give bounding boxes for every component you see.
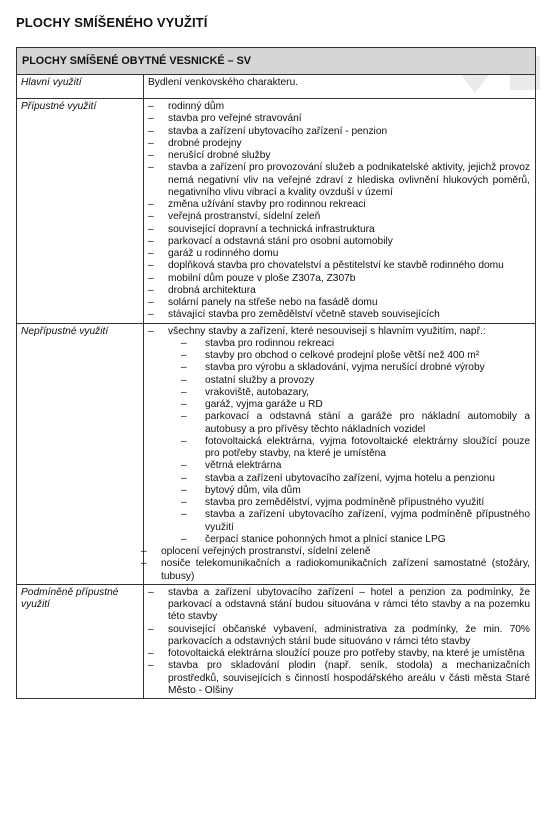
- row-content-forbidden: [144, 323, 536, 584]
- permitted-list: [148, 101, 530, 322]
- row-content-permitted: [144, 99, 536, 324]
- row-main-use: [17, 75, 536, 99]
- list-item: – nosiče telekomunikačních a radiokomunikačních zařízení samostatné (stožáry, tubusy): [141, 558, 530, 583]
- forbidden-extra-list: [141, 546, 530, 583]
- list-item: – solární panely na střeše nebo na fasádě domu: [148, 297, 530, 309]
- list-item: – čerpací stanice pohonných hmot a plnící stanice LPG: [181, 534, 530, 546]
- list-item: [148, 326, 530, 547]
- list-item: – bytový dům, vila dům: [181, 485, 530, 497]
- list-item: – související dopravní a technická infrastruktura: [148, 224, 530, 236]
- list-item: – větrná elektrárna: [181, 460, 530, 472]
- list-item: – oplocení veřejných prostranství, sídelní zeleně: [141, 546, 530, 558]
- list-item: – stavby pro obchod o celkové prodejní ploše větší než 400 m²: [181, 350, 530, 362]
- table-header: PLOCHY SMÍŠENÉ OBYTNÉ VESNICKÉ – SV: [17, 48, 536, 75]
- row-label-forbidden: Nepřípustné využití: [17, 323, 144, 584]
- row-label-conditional: Podmíněně přípustné využití: [17, 584, 144, 698]
- list-item: – související občanské vybavení, administrativa za podmínky, že min. 70% parkovacích a odstavných stání bude situováno v rámci této stavby: [148, 624, 530, 649]
- list-item: – stavba a zařízení pro provozování služeb a podnikatelské aktivity, jejichž provoz nemá negativní vliv na veřejné zdraví z hlediska ovlivnění hlukových poměrů, negativního vlivu vibrací a kvality ovzduší v území: [148, 162, 530, 199]
- list-item: – parkovací a odstavná stání pro osobní automobily: [148, 236, 530, 248]
- list-item: – stavba pro veřejné stravování: [148, 113, 530, 125]
- list-item: – parkovací a odstavná stání a garáže pro nákladní automobily a autobusy a pro přívěsy těchto nákladních vozidel: [181, 411, 530, 436]
- list-item: – fotovoltaická elektrárna, vyjma fotovoltaické elektrárny sloužící pouze pro potřeby stavby, na které je umístěna: [181, 436, 530, 461]
- list-item: – garáž u rodinného domu: [148, 248, 530, 260]
- list-item: – stavba a zařízení ubytovacího zařízení, vyjma podmíněně přípustného využití: [181, 509, 530, 534]
- list-item: – stavba pro skladování plodin (např. seník, stodola) a mechanizačních prostředků, souvisejících s činností hospodářského areálu v části města Staré Město - Olšiny: [148, 660, 530, 697]
- row-content-main: Bydlení venkovského charakteru.: [144, 75, 536, 99]
- list-item: – stavba pro výrobu a skladování, vyjma nerušící drobné výroby: [181, 362, 530, 374]
- forbidden-list: [148, 326, 530, 547]
- list-item: – stavba pro rodinnou rekreaci: [181, 338, 530, 350]
- forbidden-intro: všechny stavby a zařízení, které nesouvisejí s hlavním využitím, např.:: [168, 325, 486, 337]
- list-item: – stavba a zařízení ubytovacího zařízení, vyjma hotelu a penzionu: [181, 473, 530, 485]
- row-permitted-use: [17, 99, 536, 324]
- row-conditional-use: [17, 584, 536, 698]
- list-item: – změna užívání stavby pro rodinnou rekreaci: [148, 199, 530, 211]
- list-item: – ostatní služby a provozy: [181, 375, 530, 387]
- land-use-table: [16, 47, 536, 699]
- list-item: – mobilní dům pouze v ploše Z307a, Z307b: [148, 273, 530, 285]
- list-item: – vrakoviště, autobazary,: [181, 387, 530, 399]
- conditional-list: [148, 587, 530, 697]
- row-label-permitted: Přípustné využití: [17, 99, 144, 324]
- list-item: – doplňková stavba pro chovatelství a pěstitelství ke stavbě rodinného domu: [148, 260, 530, 272]
- list-item: – stávající stavba pro zemědělství včetně staveb souvisejících: [148, 309, 530, 321]
- row-label-main: Hlavní využití: [17, 75, 144, 99]
- list-item: – rodinný dům: [148, 101, 530, 113]
- list-item: – stavba a zařízení ubytovacího zařízení - penzion: [148, 126, 530, 138]
- forbidden-sub-list: [168, 338, 530, 546]
- list-item: – stavba pro zemědělství, vyjma podmíněně přípustného využití: [181, 497, 530, 509]
- list-item: – nerušící drobné služby: [148, 150, 530, 162]
- list-item: – fotovoltaická elektrárna sloužící pouze pro potřeby stavby, na které je umístěna: [148, 648, 530, 660]
- list-item: – drobná architektura: [148, 285, 530, 297]
- list-item: – veřejná prostranství, sídelní zeleň: [148, 211, 530, 223]
- list-item: – garáž, vyjma garáže u RD: [181, 399, 530, 411]
- list-item: – drobné prodejny: [148, 138, 530, 150]
- row-forbidden-use: [17, 323, 536, 584]
- row-content-conditional: [144, 584, 536, 698]
- list-item: – stavba a zařízení ubytovacího zařízení – hotel a penzion za podmínky, že parkovací a odstavná stání budou situována v rámci této stavby a na pozemku této stavby: [148, 587, 530, 624]
- page-title: PLOCHY SMÍŠENÉHO VYUŽITÍ: [16, 15, 208, 30]
